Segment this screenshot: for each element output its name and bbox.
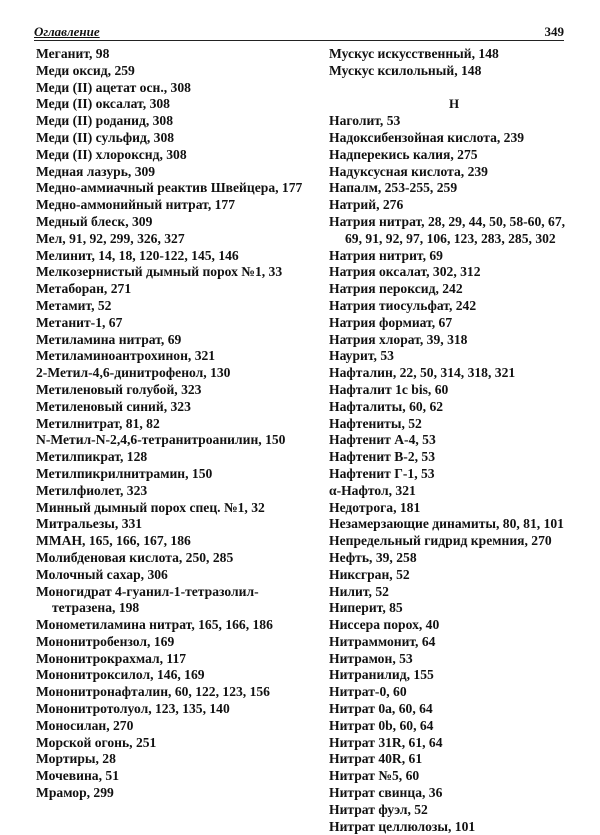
- index-entry: Нитрат 40R, 61: [329, 751, 423, 767]
- index-entry: Нитрат целлюлозы, 101: [329, 818, 476, 834]
- index-entry: Мононитротолуол, 123, 135, 140: [36, 701, 230, 717]
- index-entry: Незамерзающие динамиты, 80, 81, 101: [329, 516, 564, 532]
- index-entry: Медно-аммонийный нитрат, 177: [36, 197, 236, 213]
- index-entry: Метилнитрат, 81, 82: [36, 415, 160, 431]
- index-entry: Надперекись калия, 275: [329, 146, 478, 162]
- index-entry: Мононитробензол, 169: [36, 633, 175, 649]
- index-entry: Метиламина нитрат, 69: [36, 331, 182, 347]
- index-entry: Морской огонь, 251: [36, 734, 157, 750]
- index-entry: Натрия тиосульфат, 242: [329, 297, 477, 313]
- index-entry: 2-Метил-4,6-динитрофенол, 130: [36, 365, 231, 381]
- index-entry: Мускус ксилольный, 148: [329, 62, 482, 78]
- section-letter-heading: Н: [448, 96, 460, 112]
- index-entry: Нитрат фуэл, 52: [329, 801, 428, 817]
- index-entry: Молочный сахар, 306: [36, 566, 168, 582]
- index-entry: Моносилан, 270: [36, 717, 134, 733]
- index-column-left: [36, 46, 310, 802]
- index-entry: Мел, 91, 92, 299, 326, 327: [36, 230, 185, 246]
- index-entry: Метиламиноантрохинон, 321: [36, 348, 216, 364]
- index-entry: Молибденовая кислота, 250, 285: [36, 549, 234, 565]
- index-entry: Метилфиолет, 323: [36, 482, 148, 498]
- index-entry: Меди (II) ацетат осн., 308: [36, 79, 191, 95]
- index-entry: Никсгран, 52: [329, 566, 410, 582]
- index-entry: Натрия нитрит, 69: [329, 247, 443, 263]
- index-entry: Метилпикрилнитрамин, 150: [36, 465, 213, 481]
- index-entry: Мортиры, 28: [36, 751, 116, 767]
- index-entry: Меди оксид, 259: [36, 62, 135, 78]
- page-header: [34, 22, 564, 42]
- index-entry: Натрия хлорат, 39, 318: [329, 331, 468, 347]
- index-entry: Наурит, 53: [329, 348, 394, 364]
- index-entry: Мононитрокрахмал, 117: [36, 650, 187, 666]
- index-entry: Нитрат свинца, 36: [329, 785, 443, 801]
- index-entry: N-Метил-N-2,4,6-тетранитроанилин, 150: [36, 432, 286, 448]
- index-entry: Моногидрат 4-гуанил-1-тетразолил-тетразена, 198: [36, 583, 259, 616]
- index-entry: Мускус искусственный, 148: [329, 46, 499, 61]
- index-entry: Нитраммонит, 64: [329, 633, 436, 649]
- index-entry: Нитрат №5, 60: [329, 768, 420, 784]
- index-entry: Ниперит, 85: [329, 600, 403, 616]
- index-entry: Меди (II) оксалат, 308: [36, 96, 170, 112]
- index-entry: Нитрат 0а, 60, 64: [329, 701, 433, 717]
- index-entry: Напалм, 253-255, 259: [329, 180, 458, 196]
- index-entry: Нафталин, 22, 50, 314, 318, 321: [329, 365, 516, 381]
- index-entry: Медная лазурь, 309: [36, 163, 156, 179]
- index-entry: Митральезы, 331: [36, 516, 143, 532]
- index-entry: ММАН, 165, 166, 167, 186: [36, 533, 191, 549]
- index-entry: Монометиламина нитрат, 165, 166, 186: [36, 617, 273, 633]
- index-entry: Медный блеск, 309: [36, 213, 153, 229]
- index-entry: Мелкозернистый дымный порох №1, 33: [36, 264, 283, 280]
- index-entry: Ниссера порох, 40: [329, 617, 440, 633]
- index-group-n: [329, 113, 579, 835]
- index-entry: Мрамор, 299: [36, 785, 114, 801]
- index-entry: Меди (II) хлорокснд, 308: [36, 146, 187, 162]
- index-entry: Нафталит 1c bis, 60: [329, 381, 449, 397]
- index-entry: Метиленовый голубой, 323: [36, 381, 202, 397]
- index-entry: Метанит-1, 67: [36, 314, 123, 330]
- index-entry: Натрия пероксид, 242: [329, 281, 463, 297]
- index-entry: Медно-аммиачный реактив Швейцера, 177: [36, 180, 303, 196]
- index-entry: Меди (II) сульфид, 308: [36, 129, 175, 145]
- index-entry: Мононитроксилол, 146, 169: [36, 667, 205, 683]
- index-group-m-continued: [329, 46, 579, 80]
- index-entry: Натрия нитрат, 28, 29, 44, 50, 58-60, 67, 69, 91, 92, 97, 106, 123, 283, 285, 302: [329, 213, 566, 246]
- index-entry: Непредельный гидрид кремния, 270: [329, 533, 552, 549]
- header-rule: [34, 40, 564, 41]
- index-entry: Натрия оксалат, 302, 312: [329, 264, 481, 280]
- index-entry: Метаборан, 271: [36, 281, 132, 297]
- index-entry: Наголит, 53: [329, 113, 401, 129]
- index-entry: Нилит, 52: [329, 583, 389, 599]
- index-entry: Минный дымный порох спец. №1, 32: [36, 499, 265, 515]
- index-entry: Надоксибензойная кислота, 239: [329, 129, 525, 145]
- index-entry: Нафтениты, 52: [329, 415, 422, 431]
- index-entry: Нитрат 0b, 60, 64: [329, 717, 434, 733]
- index-entry: Метиленовый синий, 323: [36, 398, 191, 414]
- index-entry: Нитрамон, 53: [329, 650, 413, 666]
- index-entry: Нафтенит Г-1, 53: [329, 465, 435, 481]
- index-entry: Меганит, 98: [36, 46, 110, 61]
- index-entry: Натрий, 276: [329, 197, 404, 213]
- index-entry: Метамит, 52: [36, 297, 112, 313]
- index-entry: Нитрат-0, 60: [329, 684, 407, 700]
- index-entry: Надуксусная кислота, 239: [329, 163, 488, 179]
- index-entry: Нефть, 39, 258: [329, 549, 417, 565]
- index-entry: Недотрога, 181: [329, 499, 421, 515]
- page-number: 349: [544, 24, 564, 39]
- index-entry: Нитрат 31R, 61, 64: [329, 734, 443, 750]
- index-entry: Мелинит, 14, 18, 120-122, 145, 146: [36, 247, 239, 263]
- index-entry: Меди (II) роданид, 308: [36, 113, 174, 129]
- index-entry: Натрия формиат, 67: [329, 314, 453, 330]
- index-entry: Нитранилид, 155: [329, 667, 434, 683]
- index-column-right: [329, 46, 579, 835]
- index-entry: α-Нафтол, 321: [329, 482, 416, 498]
- index-entry: Мононитронафталин, 60, 122, 123, 156: [36, 684, 270, 700]
- index-entry: Нафтенит А-4, 53: [329, 432, 436, 448]
- index-entry: Мочевина, 51: [36, 768, 119, 784]
- index-entry: Нафталиты, 60, 62: [329, 398, 444, 414]
- index-entry: Нафтенит В-2, 53: [329, 449, 436, 465]
- running-title: Оглавление: [34, 24, 100, 39]
- index-entry: Метилпикрат, 128: [36, 449, 148, 465]
